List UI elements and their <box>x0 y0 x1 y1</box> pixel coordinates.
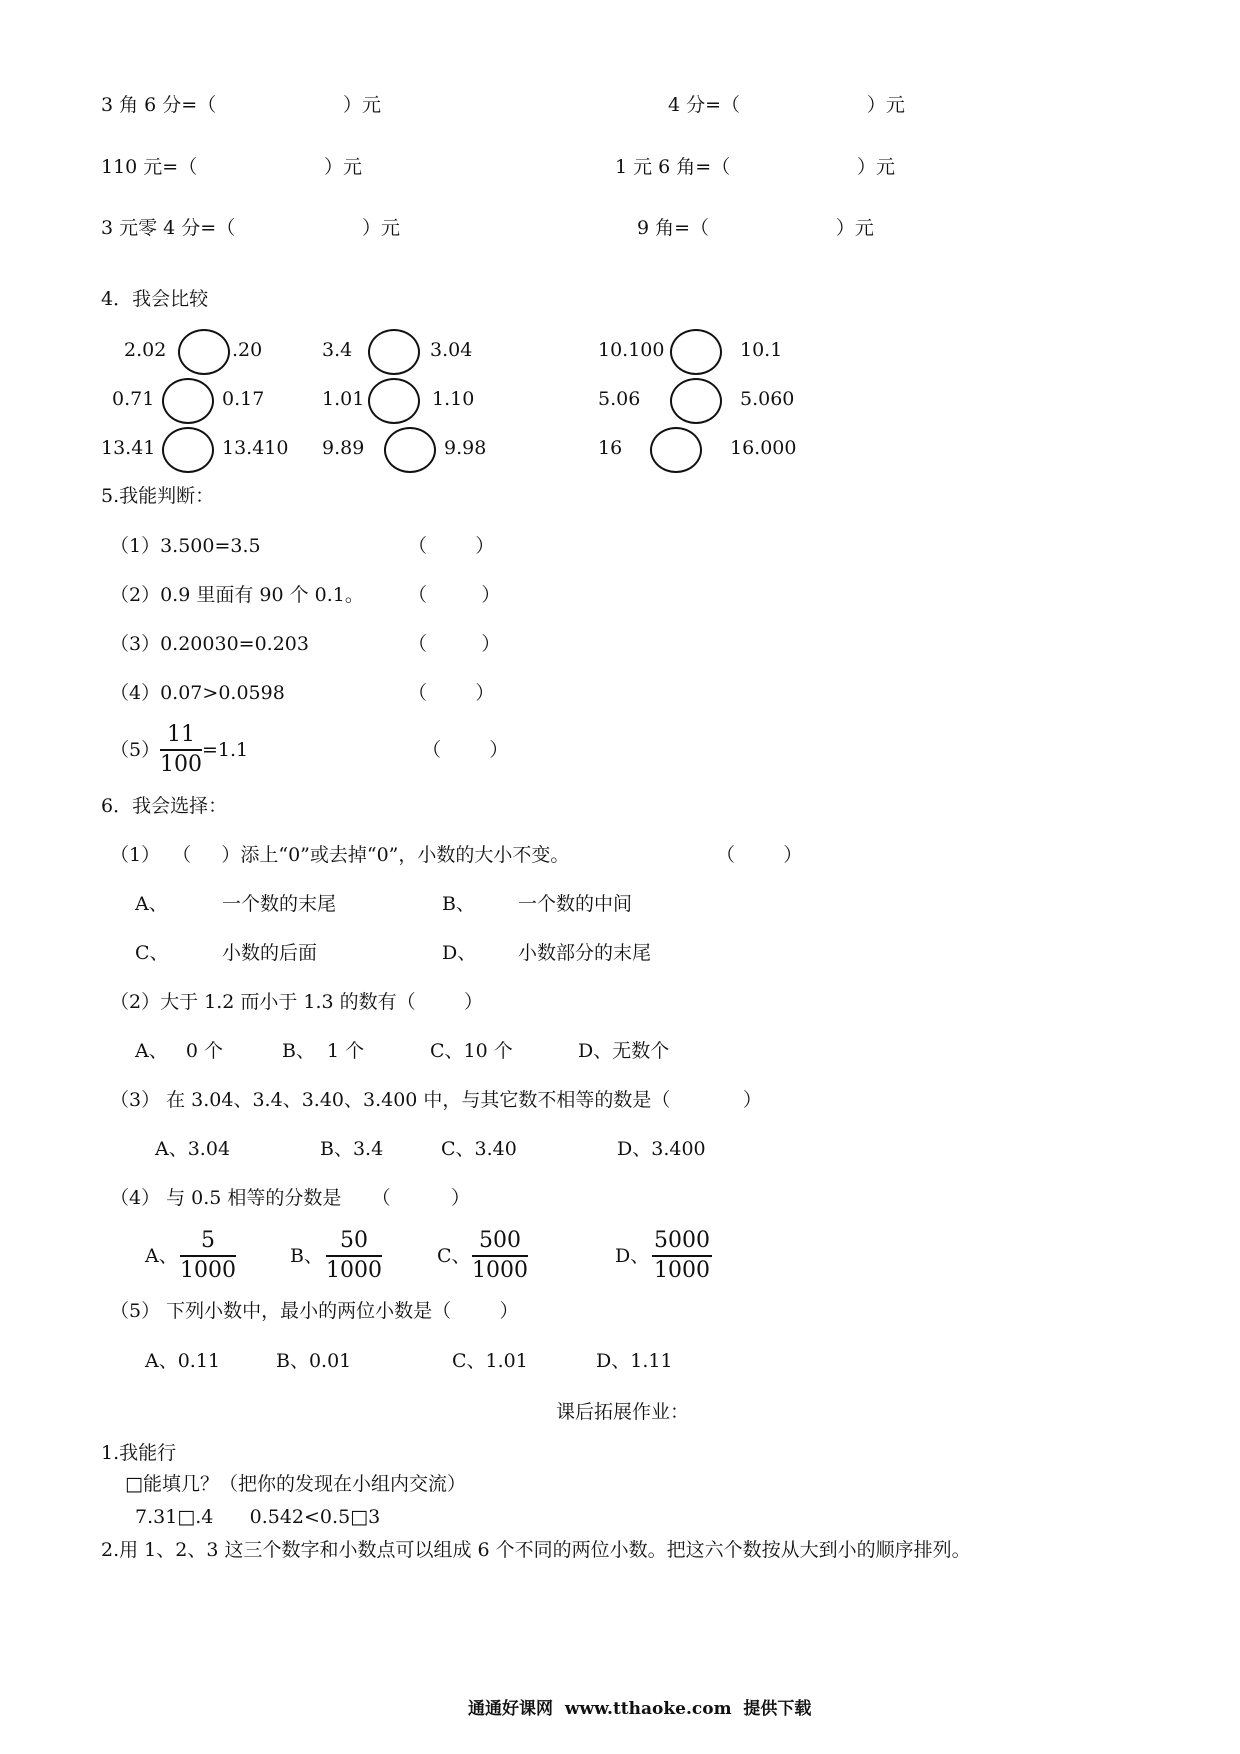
choose-q4-c-label: C、 <box>437 1245 471 1267</box>
judge-item-4: （4）0.07>0.0598 <box>110 682 285 704</box>
footer-source: 通通好课网 www.tthaoke.com 提供下载 <box>468 1699 812 1719</box>
choose-q3-b[interactable]: B、3.4 <box>320 1138 384 1160</box>
compare-2-b: 3.04 <box>430 339 473 361</box>
choose-q1-stem: （1） （ ）添上“0”或去掉“0”，小数的大小不变。 <box>110 844 570 866</box>
choose-q2-b[interactable]: B、 1 个 <box>282 1040 365 1062</box>
compare-1-circle[interactable] <box>178 329 230 375</box>
choose-q3-stem: （3） 在 3.04、3.4、3.40、3.400 中，与其它数不相等的数是（ ） <box>110 1089 762 1111</box>
choose-q5-c[interactable]: C、1.01 <box>452 1350 528 1372</box>
choose-q1-a[interactable]: 一个数的末尾 <box>222 893 337 915</box>
choose-q1-d[interactable]: 小数部分的末尾 <box>518 942 652 964</box>
conversion-row1-left: 3 角 6 分=（ ）元 <box>101 94 382 116</box>
conversion-row1-right: 4 分=（ ）元 <box>668 94 905 116</box>
conversion-row3-left: 3 元零 4 分=（ ）元 <box>101 217 401 239</box>
judge-item-5-fraction <box>160 724 202 776</box>
choose-q4-a-label: A、 <box>145 1245 178 1267</box>
compare-1-b: .20 <box>232 339 263 361</box>
compare-9-b: 16.000 <box>730 437 797 459</box>
choose-q3-d[interactable]: D、3.400 <box>617 1138 706 1160</box>
choose-q4-a-fraction[interactable] <box>180 1230 236 1282</box>
extension-p1-line2: 7.31□.4 0.542<0.5□3 <box>135 1506 381 1528</box>
compare-8-circle[interactable] <box>384 427 436 473</box>
judge-item-2-answer[interactable]: （ ） <box>408 584 501 606</box>
compare-6-circle[interactable] <box>670 378 722 424</box>
choose-q3-a[interactable]: A、3.04 <box>155 1138 231 1160</box>
compare-8-a: 9.89 <box>322 437 365 459</box>
judge-item-5-answer[interactable]: （ ） <box>422 739 509 761</box>
extension-title: 课后拓展作业： <box>556 1401 690 1423</box>
choose-q4-d-fraction[interactable] <box>652 1230 712 1282</box>
choose-q4-b-numerator: 50 <box>326 1230 382 1257</box>
compare-8-b: 9.98 <box>444 437 487 459</box>
compare-7-a: 13.41 <box>101 437 156 459</box>
choose-q1-b-label: B、 <box>442 893 475 915</box>
compare-2-circle[interactable] <box>368 329 420 375</box>
choose-q1-d-label: D、 <box>442 942 477 964</box>
compare-3-circle[interactable] <box>670 329 722 375</box>
choose-q1-answer[interactable]: （ ） <box>716 844 803 866</box>
compare-9-circle[interactable] <box>650 427 702 473</box>
choose-q1-a-label: A、 <box>135 893 168 915</box>
choose-q4-c-denominator: 1000 <box>472 1258 528 1283</box>
choose-q4-a-denominator: 1000 <box>180 1258 236 1283</box>
compare-7-circle[interactable] <box>162 427 214 473</box>
compare-4-a: 0.71 <box>112 388 155 410</box>
extension-p2: 2.用 1、2、3 这三个数字和小数点可以组成 6 个不同的两位小数。把这六个数按从大到小的顺序排列。 <box>101 1539 971 1561</box>
choose-q2-c[interactable]: C、10 个 <box>430 1040 513 1062</box>
compare-6-b: 5.060 <box>740 388 795 410</box>
choose-q5-b[interactable]: B、0.01 <box>276 1350 352 1372</box>
compare-7-b: 13.410 <box>222 437 289 459</box>
choose-q1-b[interactable]: 一个数的中间 <box>518 893 633 915</box>
compare-5-b: 1.10 <box>432 388 475 410</box>
extension-p1-line1: □能填几？（把你的发现在小组内交流） <box>125 1473 466 1495</box>
judge-item-5-denominator: 100 <box>160 752 202 777</box>
choose-q3-c[interactable]: C、3.40 <box>441 1138 517 1160</box>
judge-item-3: （3）0.20030=0.203 <box>110 633 309 655</box>
choose-q1-c-label: C、 <box>135 942 169 964</box>
choose-q2-a[interactable]: A、 0 个 <box>135 1040 223 1062</box>
compare-3-a: 10.100 <box>598 339 665 361</box>
judge-item-4-answer[interactable]: （ ） <box>408 682 495 704</box>
choose-q4-stem: （4） 与 0.5 相等的分数是 （ ） <box>110 1187 471 1209</box>
judge-item-1-answer[interactable]: （ ） <box>408 535 495 557</box>
choose-q4-b-label: B、 <box>290 1245 323 1267</box>
choose-q4-c-numerator: 500 <box>472 1230 528 1257</box>
conversion-row3-right: 9 角=（ ）元 <box>637 217 874 239</box>
choose-q2-d[interactable]: D、无数个 <box>578 1040 670 1062</box>
choose-title: 6．我会选择： <box>101 795 228 817</box>
judge-item-5-suffix: =1.1 <box>202 739 249 761</box>
compare-6-a: 5.06 <box>598 388 641 410</box>
compare-9-a: 16 <box>598 437 623 459</box>
extension-p1-title: 1.我能行 <box>101 1442 177 1464</box>
conversion-row2-left: 110 元=（ ）元 <box>101 156 363 178</box>
compare-title: 4．我会比较 <box>101 288 209 310</box>
judge-item-2: （2）0.9 里面有 90 个 0.1。 <box>110 584 364 606</box>
compare-4-b: 0.17 <box>222 388 265 410</box>
compare-3-b: 10.1 <box>740 339 783 361</box>
judge-item-1: （1）3.500=3.5 <box>110 535 261 557</box>
choose-q5-stem: （5） 下列小数中，最小的两位小数是（ ） <box>110 1300 519 1322</box>
judge-item-3-answer[interactable]: （ ） <box>408 633 501 655</box>
compare-5-a: 1.01 <box>322 388 365 410</box>
choose-q4-d-denominator: 1000 <box>654 1258 710 1283</box>
choose-q2-stem: （2）大于 1.2 而小于 1.3 的数有（ ） <box>110 991 483 1013</box>
judge-title: 5.我能判断： <box>101 485 215 507</box>
choose-q5-d[interactable]: D、1.11 <box>596 1350 673 1372</box>
choose-q1-c[interactable]: 小数的后面 <box>222 942 318 964</box>
compare-4-circle[interactable] <box>162 378 214 424</box>
choose-q4-a-numerator: 5 <box>180 1230 236 1257</box>
choose-q5-a[interactable]: A、0.11 <box>145 1350 221 1372</box>
judge-item-5-prefix: （5） <box>110 739 161 761</box>
choose-q4-d-label: D、 <box>615 1245 650 1267</box>
choose-q4-d-numerator: 5000 <box>652 1230 712 1257</box>
conversion-row2-right: 1 元 6 角=（ ）元 <box>615 156 896 178</box>
choose-q4-c-fraction[interactable] <box>472 1230 528 1282</box>
choose-q4-b-denominator: 1000 <box>326 1258 382 1283</box>
compare-2-a: 3.4 <box>322 339 353 361</box>
judge-item-5-numerator: 11 <box>160 724 202 751</box>
choose-q4-b-fraction[interactable] <box>326 1230 382 1282</box>
compare-5-circle[interactable] <box>368 378 420 424</box>
compare-1-a: 2.02 <box>124 339 167 361</box>
